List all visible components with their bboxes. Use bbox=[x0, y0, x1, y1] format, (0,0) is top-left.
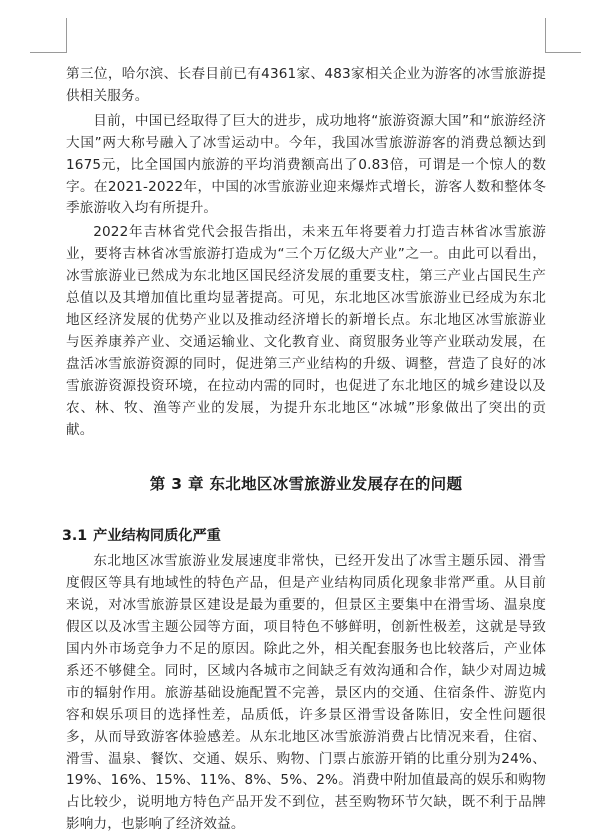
paragraph-industry-homogeneity: 东北地区冰雪旅游业发展速度非常快，已经开发出了冰雪主题乐园、滑雪度假区等具有地域性的特色产品，但是产业结构同质化现象非常严重。从目前来说，对冰雪旅游景区建设是最为重要的，但景区主要集中在滑雪场、温泉度假区以及冰雪主题公园等方面，项目特色不够鲜明，创新性极差，这就是导致国内外市场竞争力不足的原因。除此之外，相关配套服务也比较落后，产业体系还不够健全。同时，区域内各城市之间缺乏有效沟通和合作，缺少对周边城市的辐射作用。旅游基础设施配置不完善，景区内的交通、住宿条件、游览内容和娱乐项目的选择性差，品质低，许多景区滑雪设备陈旧，安全性问题很多，从而导致游客体验感差。从东北地区冰雪旅游消费占比情况来看，住宿、滑雪、温泉、餐饮、交通、娱乐、购物、门票占旅游开销的比重分别为24%、19%、16%、15%、11%、8%、5%、2%。消费中附加值最高的娱乐和购物占比较少，说明地方特色产品开发不到位，甚至购物环节欠缺，既不利于品牌影响力，也影响了经济效益。 bbox=[66, 553, 546, 833]
paragraph-tourism-progress: 目前，中国已经取得了巨大的进步，成功地将“旅游资源大国”和“旅游经济大国”两大称号融入了冰雪运动中。今年，我国冰雪旅游游客的消费总额达到1675元，比全国国内旅游的平均消费额高出了0.83倍，可谓是一个惊人的数字。在2021-2022年，中国的冰雪旅游业迎来爆炸式增长，游客人数和整体冬季旅游收入均有所提升。 bbox=[66, 112, 546, 217]
crop-mark-top-right-vertical bbox=[545, 18, 546, 53]
crop-mark-top-left-vertical bbox=[66, 18, 67, 53]
crop-mark-top-left-horizontal bbox=[30, 52, 66, 53]
section-number: 3.1 bbox=[62, 528, 88, 545]
crop-mark-top-right-horizontal bbox=[545, 52, 581, 53]
section-title: 产业结构同质化严重 bbox=[93, 528, 221, 545]
chapter-title: 第 3 章 东北地区冰雪旅游业发展存在的问题 bbox=[149, 475, 463, 494]
section-heading bbox=[62, 525, 546, 547]
paragraph-jilin-report: 2022年吉林省党代会报告指出，未来五年将要着力打造吉林省冰雪旅游业，要将吉林省冰雪旅游打造成为“三个万亿级大产业”之一。由此可以看出，冰雪旅游业已然成为东北地区国民经济发展的重要支柱，第三产业占国民生产总值以及其增加值比重均显著提高。可见，东北地区冰雪旅游业已经成为东北地区经济发展的优势产业以及推动经济增长的新增长点。东北地区冰雪旅游业与医养康养产业、交通运输业、文化教育业、商贸服务业等产业联动发展，在盘活冰雪旅游资源的同时，促进第三产业结构的升级、调整，营造了良好的冰雪旅游资源投资环境，在拉动内需的同时，也促进了东北地区的城乡建设以及农、林、牧、渔等产业的发展，为提升东北地区“冰城”形象做出了突出的贡献。 bbox=[66, 224, 546, 438]
document-body bbox=[62, 64, 546, 836]
paragraph-continuation: 第三位，哈尔滨、长春目前已有4361家、483家相关企业为游客的冰雪旅游提供相关服务。 bbox=[66, 66, 546, 104]
